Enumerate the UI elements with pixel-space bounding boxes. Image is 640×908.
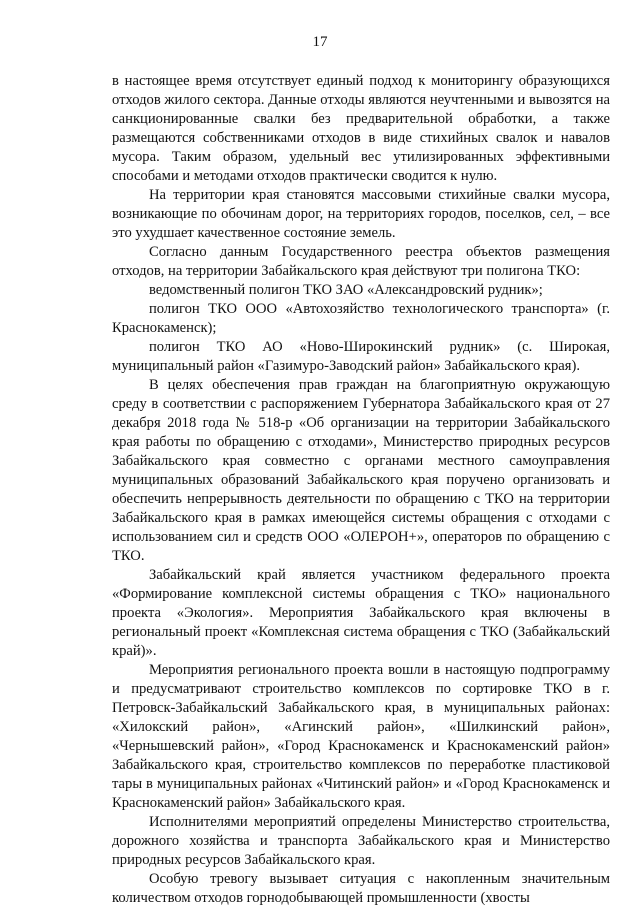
paragraph: Согласно данным Государственного реестра объектов размещения отходов, на территории Забайкальского края действуют три полигона ТКО: — [112, 244, 610, 279]
paragraph: В целях обеспечения прав граждан на благоприятную окружающую среду в соответствии с распоряжением Губернатора Забайкальского края от 27 декабря 2018 года № 518-р «Об организации на территории Забайкальского края работы по обращению с отходами», Министерство природных ресурсов Забайкальского края совместно с органами местного самоуправления муниципальных образований Забайкальского края поручено организовать и обеспечить непрерывность деятельности по обращению с ТКО на территории Забайкальского края в рамках имеющейся системы обращения с отходами с использованием сил и средств ООО «ОЛЕРОН+», операторов по обращению с ТКО. — [112, 377, 610, 564]
paragraph: в настоящее время отсутствует единый подход к мониторингу образующихся отходов жилого сектора. Данные отходы являются неучтенными и вывозятся на санкционированные свалки без предварительной обработки, а также размещаются собственниками отходов в виде стихийных свалок и навалов мусора. Таким образом, удельный вес утилизированных эффективными способами и методами отходов практически сводится к нулю. — [112, 73, 610, 184]
body-text — [112, 72, 610, 908]
paragraph: Мероприятия регионального проекта вошли в настоящую подпрограмму и предусматривают строительство комплексов по сортировке ТКО в г. Петровск-Забайкальский Забайкальского края, в муниципальных районах: «Хилокский район», «Агинский район», «Шилкинский район», «Чернышевский район», «Город Краснокаменск и Краснокаменский район» Забайкальского края, строительство комплексов по переработке пластиковой тары в муниципальных районах «Читинский район» и «Город Краснокаменск и Краснокаменский район» Забайкальского края. — [112, 662, 610, 811]
page-number: 17 — [312, 34, 328, 50]
paragraph: На территории края становятся массовыми стихийные свалки мусора, возникающие по обочинам дорог, на территориях городов, поселков, сел, – все это ухудшает качественное состояние земель. — [112, 187, 610, 241]
list-item: ведомственный полигон ТКО ЗАО «Александровский рудник»; — [149, 282, 543, 298]
paragraph: Особую тревогу вызывает ситуация с накопленным значительным количеством отходов горнодобывающей промышленности (хвосты — [112, 871, 610, 906]
paragraph: Исполнителями мероприятий определены Министерство строительства, дорожного хозяйства и транспорта Забайкальского края и Министерство природных ресурсов Забайкальского края. — [112, 814, 610, 868]
list-item: полигон ТКО АО «Ново-Широкинский рудник» (с. Широкая, муниципальный район «Газимуро-Заводский район» Забайкальского края). — [112, 339, 610, 374]
list-item: полигон ТКО ООО «Автохозяйство технологического транспорта» (г. Краснокаменск); — [112, 301, 610, 336]
paragraph: Забайкальский край является участником федерального проекта «Формирование комплексной системы обращения с ТКО» национального проекта «Экология». Мероприятия Забайкальского края включены в региональный проект «Комплексная система обращения с ТКО (Забайкальский край)». — [112, 567, 610, 659]
